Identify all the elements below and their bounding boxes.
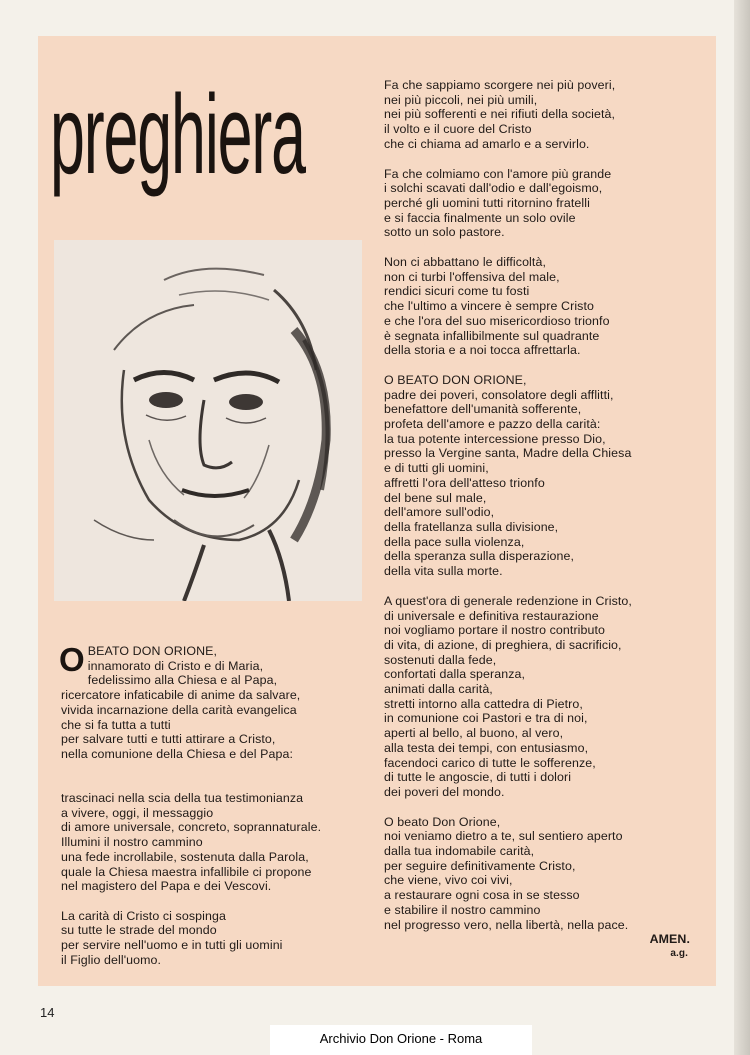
text-line: aperti al bello, al buono, al vero,: [384, 726, 564, 741]
stanza: [61, 909, 379, 968]
text-line: della vita sulla morte.: [384, 564, 503, 579]
text-line: presso la Vergine santa, Madre della Chiesa: [384, 446, 632, 461]
text-line: il volto e il cuore del Cristo: [384, 122, 532, 137]
text-line: innamorato di Cristo e di Maria,: [87, 658, 264, 673]
text-line: di amore universale, concreto, soprannaturale.: [61, 820, 322, 835]
text-line: padre dei poveri, consolatore degli afflitti,: [384, 387, 614, 402]
text-line: i solchi scavati dall'odio e dall'egoismo,: [384, 181, 603, 196]
text-line: nei più piccoli, nei più umili,: [384, 92, 538, 107]
text-line: a restaurare ogni cosa in se stesso: [384, 888, 580, 903]
text-line: che viene, vivo coi vivi,: [384, 873, 513, 888]
text-line: dei poveri del mondo.: [384, 784, 505, 799]
stanza: [61, 791, 379, 894]
text-line: noi veniamo dietro a te, sul sentiero aperto: [384, 829, 623, 844]
text-line: che l'ultimo a vincere è sempre Cristo: [384, 299, 594, 314]
text-line: sotto un solo pastore.: [384, 225, 505, 240]
text-line: di universale e definitiva restaurazione: [384, 608, 599, 623]
text-line: della pace sulla violenza,: [384, 534, 525, 549]
stanza: [384, 78, 704, 152]
text-line: su tutte le strade del mondo: [61, 923, 217, 938]
text-line: in comunione coi Pastori e tra di noi,: [384, 711, 588, 726]
text-line: ricercatore infaticabile di anime da salvare,: [61, 688, 301, 703]
text-line: affretti l'ora dell'atteso trionfo: [384, 475, 545, 490]
text-line: di tutte le angoscie, di tutti i dolori: [384, 770, 572, 785]
page-number: 14: [40, 1005, 55, 1020]
text-line: dalla tua indomabile carità,: [384, 844, 535, 859]
text-line: sostenuti dalla fede,: [384, 652, 497, 667]
text-line: a vivere, oggi, il messaggio: [61, 805, 214, 820]
text-line: di vita, di azione, di preghiera, di sacrificio,: [384, 637, 622, 652]
prayer-right-column: [384, 78, 704, 962]
portrait-image: [54, 240, 362, 601]
text-line: Non ci abbattano le difficoltà,: [384, 255, 546, 270]
text-line: una fede incrollabile, sostenuta dalla Parola,: [61, 849, 309, 864]
text-line: non ci turbi l'offensiva del male,: [384, 269, 560, 284]
text-line: della speranza sulla disperazione,: [384, 549, 575, 564]
archive-footer: Archivio Don Orione - Roma: [319, 1031, 483, 1046]
text-line: per servire nell'uomo e in tutti gli uomini: [61, 938, 283, 953]
text-line: della storia e a noi tocca affrettarla.: [384, 343, 581, 358]
text-line: che si fa tutta a tutti: [61, 717, 171, 732]
text-line: La carità di Cristo ci sospinga: [61, 908, 226, 923]
page-edge: [734, 0, 750, 1055]
text-line: e stabilire il nostro cammino: [384, 902, 541, 917]
text-line: profeta dell'amore e pazzo della carità:: [384, 417, 601, 432]
text-line: nella comunione della Chiesa e del Papa:: [61, 746, 294, 761]
text-line: nei più sofferenti e nei rifiuti della società,: [384, 107, 616, 122]
text-line: che ci chiama ad amarlo e a servirlo.: [384, 136, 590, 151]
text-line: e si faccia finalmente un solo ovile: [384, 210, 576, 225]
prayer-left-column: [59, 641, 379, 967]
text-line: Fa che colmiamo con l'amore più grande: [384, 166, 612, 181]
text-line: A quest'ora di generale redenzione in Cristo,: [384, 593, 632, 608]
author-initials: a.g.: [670, 947, 688, 959]
text-line: BEATO DON ORIONE,: [87, 644, 218, 658]
stanza: [384, 167, 704, 241]
text-line: rendici sicuri come tu fosti: [384, 284, 530, 299]
text-line: trascinaci nella scia della tua testimonianza: [61, 791, 304, 805]
text-line: stretti intorno alla cattedra di Pietro,: [384, 696, 583, 711]
stanza: [384, 255, 704, 358]
text-line: perché gli uomini tutti ritornino fratelli: [384, 195, 590, 210]
stanza: [384, 815, 704, 933]
text-line: Illumini il nostro cammino: [61, 835, 203, 850]
text-line: benefattore dell'umanità sofferente,: [384, 402, 582, 417]
text-line: per salvare tutti e tutti attirare a Cristo,: [61, 732, 276, 747]
text-line: O beato Don Orione,: [384, 814, 501, 829]
text-line: per seguire definitivamente Cristo,: [384, 858, 576, 873]
text-line: è segnata infallibilmente sul quadrante: [384, 328, 600, 343]
text-line: quale la Chiesa maestra infallibile ci propone: [61, 864, 312, 879]
text-line: Fa che sappiamo scorgere nei più poveri,: [384, 78, 616, 92]
amen-closing: AMEN.: [649, 932, 690, 947]
stanza: [384, 594, 704, 800]
text-line: alla testa dei tempi, con entusiasmo,: [384, 740, 589, 755]
text-line: della fratellanza sulla divisione,: [384, 519, 559, 534]
text-line: fedelissimo alla Chiesa e al Papa,: [87, 673, 278, 688]
text-line: nel magistero del Papa e dei Vescovi.: [61, 879, 272, 894]
text-line: O BEATO DON ORIONE,: [384, 372, 527, 387]
dropcap-letter: O: [59, 641, 85, 678]
text-line: facendoci carico di tutte le sofferenze,: [384, 755, 596, 770]
text-line: animati dalla carità,: [384, 682, 493, 697]
text-line: vivida incarnazione della carità evangelica: [61, 702, 297, 717]
stanza: [59, 641, 379, 762]
text-line: nel progresso vero, nella libertà, nella pace.: [384, 917, 629, 932]
text-line: del bene sul male,: [384, 490, 487, 505]
text-line: la tua potente intercessione presso Dio,: [384, 431, 606, 446]
text-line: il Figlio dell'uomo.: [61, 952, 162, 967]
text-line: confortati dalla speranza,: [384, 667, 526, 682]
stanza: [384, 373, 704, 579]
page-title: preghiera: [50, 72, 305, 197]
text-line: noi vogliamo portare il nostro contributo: [384, 623, 606, 638]
text-line: e di tutti gli uomini,: [384, 461, 489, 476]
text-line: e che l'ora del suo misericordioso trionfo: [384, 313, 610, 328]
text-line: dell'amore sull'odio,: [384, 505, 495, 520]
